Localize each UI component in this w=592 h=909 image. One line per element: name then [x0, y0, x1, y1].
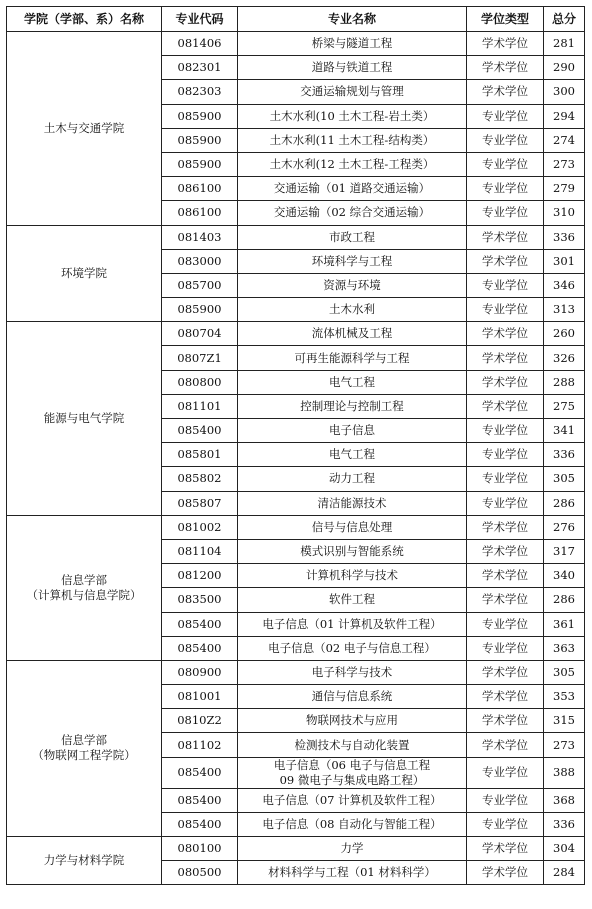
total-score-cell: 294: [544, 104, 585, 128]
major-code-cell: 085700: [162, 273, 238, 297]
major-name-cell: 道路与铁道工程: [238, 56, 467, 80]
major-name-cell: 土木水利: [238, 298, 467, 322]
major-name-cell: 电子信息（01 计算机及软件工程）: [238, 612, 467, 636]
total-score-cell: 341: [544, 419, 585, 443]
major-code-cell: 080500: [162, 861, 238, 885]
degree-type-cell: 学术学位: [467, 564, 544, 588]
degree-type-cell: 学术学位: [467, 685, 544, 709]
major-code-cell: 081101: [162, 394, 238, 418]
major-name-cell: 通信与信息系统: [238, 685, 467, 709]
major-code-cell: 085802: [162, 467, 238, 491]
total-score-cell: 260: [544, 322, 585, 346]
total-score-cell: 290: [544, 56, 585, 80]
college-name-line: 环境学院: [61, 265, 107, 280]
college-name-line: 信息学部: [61, 733, 107, 748]
total-score-cell: 336: [544, 812, 585, 836]
major-name-cell: 力学: [238, 837, 467, 861]
total-score-cell: 326: [544, 346, 585, 370]
table-row: [7, 515, 585, 539]
table-body: [7, 32, 585, 885]
degree-type-cell: 学术学位: [467, 861, 544, 885]
major-name-cell: 桥梁与隧道工程: [238, 32, 467, 56]
major-code-cell: 083500: [162, 588, 238, 612]
degree-type-cell: 学术学位: [467, 32, 544, 56]
major-code-cell: 085400: [162, 636, 238, 660]
degree-type-cell: 专业学位: [467, 467, 544, 491]
degree-type-cell: 学术学位: [467, 249, 544, 273]
major-code-cell: 086100: [162, 201, 238, 225]
college-name-cell: [7, 837, 162, 885]
total-score-cell: 274: [544, 128, 585, 152]
total-score-cell: 317: [544, 539, 585, 563]
degree-type-cell: 专业学位: [467, 491, 544, 515]
total-score-cell: 304: [544, 837, 585, 861]
major-name-cell: 资源与环境: [238, 273, 467, 297]
header-row: [7, 7, 585, 32]
major-code-cell: 085801: [162, 443, 238, 467]
major-name-cell: 物联网技术与应用: [238, 709, 467, 733]
major-code-cell: 085400: [162, 612, 238, 636]
major-code-cell: 081001: [162, 685, 238, 709]
major-code-cell: 081104: [162, 539, 238, 563]
major-code-cell: 085400: [162, 788, 238, 812]
major-name-cell: 市政工程: [238, 225, 467, 249]
total-score-cell: 340: [544, 564, 585, 588]
major-name-cell: 模式识别与智能系统: [238, 539, 467, 563]
college-name-cell: [7, 322, 162, 516]
header-major: 专业名称: [238, 7, 467, 32]
major-name-cell: 电子信息: [238, 419, 467, 443]
total-score-cell: 275: [544, 394, 585, 418]
major-name-cell: 土木水利(10 土木工程-岩土类）: [238, 104, 467, 128]
total-score-cell: 273: [544, 152, 585, 176]
major-name-cell: 清洁能源技术: [238, 491, 467, 515]
total-score-cell: 363: [544, 636, 585, 660]
total-score-cell: 336: [544, 225, 585, 249]
major-code-cell: 085807: [162, 491, 238, 515]
major-code-cell: 081403: [162, 225, 238, 249]
major-code-cell: 081200: [162, 564, 238, 588]
college-name-cell: [7, 515, 162, 660]
major-name-cell: 交通运输（02 综合交通运输）: [238, 201, 467, 225]
major-name-cell: 土木水利(11 土木工程-结构类）: [238, 128, 467, 152]
major-code-cell: 080704: [162, 322, 238, 346]
college-name-line: 能源与电气学院: [43, 411, 125, 425]
degree-type-cell: 学术学位: [467, 80, 544, 104]
college-name-line: （物联网工程学院）: [32, 748, 136, 763]
total-score-cell: 281: [544, 32, 585, 56]
degree-type-cell: 学术学位: [467, 346, 544, 370]
total-score-cell: 388: [544, 757, 585, 788]
major-name-cell: 电子信息（08 自动化与智能工程）: [238, 812, 467, 836]
major-name-cell: 环境科学与工程: [238, 249, 467, 273]
major-name-cell: 软件工程: [238, 588, 467, 612]
major-name-cell: 流体机械及工程: [238, 322, 467, 346]
degree-type-cell: 学术学位: [467, 539, 544, 563]
college-name-cell: [7, 225, 162, 322]
major-code-cell: 085400: [162, 419, 238, 443]
degree-type-cell: 专业学位: [467, 812, 544, 836]
major-code-cell: 086100: [162, 177, 238, 201]
total-score-cell: 286: [544, 491, 585, 515]
total-score-cell: 368: [544, 788, 585, 812]
degree-type-cell: 学术学位: [467, 660, 544, 684]
major-name-cell: 电子信息（06 电子与信息工程 09 微电子与集成电路工程）: [238, 757, 467, 788]
major-name-cell: 电气工程: [238, 443, 467, 467]
degree-type-cell: 专业学位: [467, 757, 544, 788]
major-name-cell: 控制理论与控制工程: [238, 394, 467, 418]
major-name-cell: 电气工程: [238, 370, 467, 394]
major-name-cell: 土木水利(12 土木工程-工程类）: [238, 152, 467, 176]
header-degree-type: 学位类型: [467, 7, 544, 32]
degree-type-cell: 专业学位: [467, 419, 544, 443]
major-code-cell: 080800: [162, 370, 238, 394]
major-code-cell: 085900: [162, 104, 238, 128]
major-code-cell: 081406: [162, 32, 238, 56]
degree-type-cell: 学术学位: [467, 709, 544, 733]
major-code-cell: 085400: [162, 757, 238, 788]
degree-type-cell: 专业学位: [467, 128, 544, 152]
major-code-cell: 085400: [162, 812, 238, 836]
degree-type-cell: 专业学位: [467, 152, 544, 176]
major-code-cell: 080100: [162, 837, 238, 861]
major-code-cell: 083000: [162, 249, 238, 273]
degree-type-cell: 学术学位: [467, 733, 544, 757]
header-college: 学院（学部、系）名称: [7, 7, 162, 32]
major-code-cell: 085900: [162, 128, 238, 152]
total-score-cell: 346: [544, 273, 585, 297]
total-score-cell: 300: [544, 80, 585, 104]
degree-type-cell: 学术学位: [467, 370, 544, 394]
total-score-cell: 305: [544, 467, 585, 491]
degree-type-cell: 学术学位: [467, 394, 544, 418]
major-name-cell: 信号与信息处理: [238, 515, 467, 539]
header-code: 专业代码: [162, 7, 238, 32]
degree-type-cell: 学术学位: [467, 225, 544, 249]
table-row: [7, 660, 585, 684]
table-row: [7, 225, 585, 249]
major-code-cell: 0810Z2: [162, 709, 238, 733]
college-name-line: 力学与材料学院: [43, 853, 125, 868]
degree-type-cell: 学术学位: [467, 56, 544, 80]
college-name-line: 信息学部: [61, 572, 107, 587]
degree-type-cell: 学术学位: [467, 837, 544, 861]
degree-type-cell: 专业学位: [467, 201, 544, 225]
total-score-cell: 301: [544, 249, 585, 273]
degree-type-cell: 专业学位: [467, 443, 544, 467]
degree-type-cell: 专业学位: [467, 298, 544, 322]
header-total-score: 总分: [544, 7, 585, 32]
major-code-cell: 082303: [162, 80, 238, 104]
total-score-cell: 273: [544, 733, 585, 757]
major-code-cell: 081102: [162, 733, 238, 757]
degree-type-cell: 专业学位: [467, 104, 544, 128]
college-name-line: 土木与交通学院: [43, 120, 125, 135]
degree-type-cell: 学术学位: [467, 322, 544, 346]
major-code-cell: 080900: [162, 660, 238, 684]
major-code-cell: 082301: [162, 56, 238, 80]
major-name-cell: 可再生能源科学与工程: [238, 346, 467, 370]
degree-type-cell: 专业学位: [467, 273, 544, 297]
total-score-cell: 305: [544, 660, 585, 684]
degree-type-cell: 专业学位: [467, 636, 544, 660]
total-score-cell: 315: [544, 709, 585, 733]
major-code-cell: 0807Z1: [162, 346, 238, 370]
table-row: [7, 322, 585, 346]
total-score-cell: 276: [544, 515, 585, 539]
degree-type-cell: 学术学位: [467, 588, 544, 612]
total-score-cell: 284: [544, 861, 585, 885]
major-name-cell: 材料科学与工程（01 材料科学）: [238, 861, 467, 885]
major-name-cell: 动力工程: [238, 467, 467, 491]
total-score-cell: 313: [544, 298, 585, 322]
table-row: [7, 837, 585, 861]
score-table: [6, 6, 585, 885]
college-name-cell: [7, 32, 162, 226]
major-name-cell: 电子信息（07 计算机及软件工程）: [238, 788, 467, 812]
major-name-cell: 计算机科学与技术: [238, 564, 467, 588]
major-name-cell: 电子科学与技术: [238, 660, 467, 684]
college-name-cell: [7, 660, 162, 836]
degree-type-cell: 专业学位: [467, 788, 544, 812]
table-row: [7, 32, 585, 56]
total-score-cell: 279: [544, 177, 585, 201]
major-code-cell: 085900: [162, 152, 238, 176]
degree-type-cell: 学术学位: [467, 515, 544, 539]
degree-type-cell: 专业学位: [467, 612, 544, 636]
major-name-cell: 检测技术与自动化装置: [238, 733, 467, 757]
degree-type-cell: 专业学位: [467, 177, 544, 201]
total-score-cell: 353: [544, 685, 585, 709]
major-name-cell: 交通运输规划与管理: [238, 80, 467, 104]
total-score-cell: 336: [544, 443, 585, 467]
total-score-cell: 286: [544, 588, 585, 612]
major-code-cell: 081002: [162, 515, 238, 539]
major-name-cell: 交通运输（01 道路交通运输）: [238, 177, 467, 201]
total-score-cell: 310: [544, 201, 585, 225]
college-name-line: （计算机与信息学院）: [26, 587, 142, 602]
major-code-cell: 085900: [162, 298, 238, 322]
total-score-cell: 288: [544, 370, 585, 394]
total-score-cell: 361: [544, 612, 585, 636]
major-name-cell: 电子信息（02 电子与信息工程）: [238, 636, 467, 660]
